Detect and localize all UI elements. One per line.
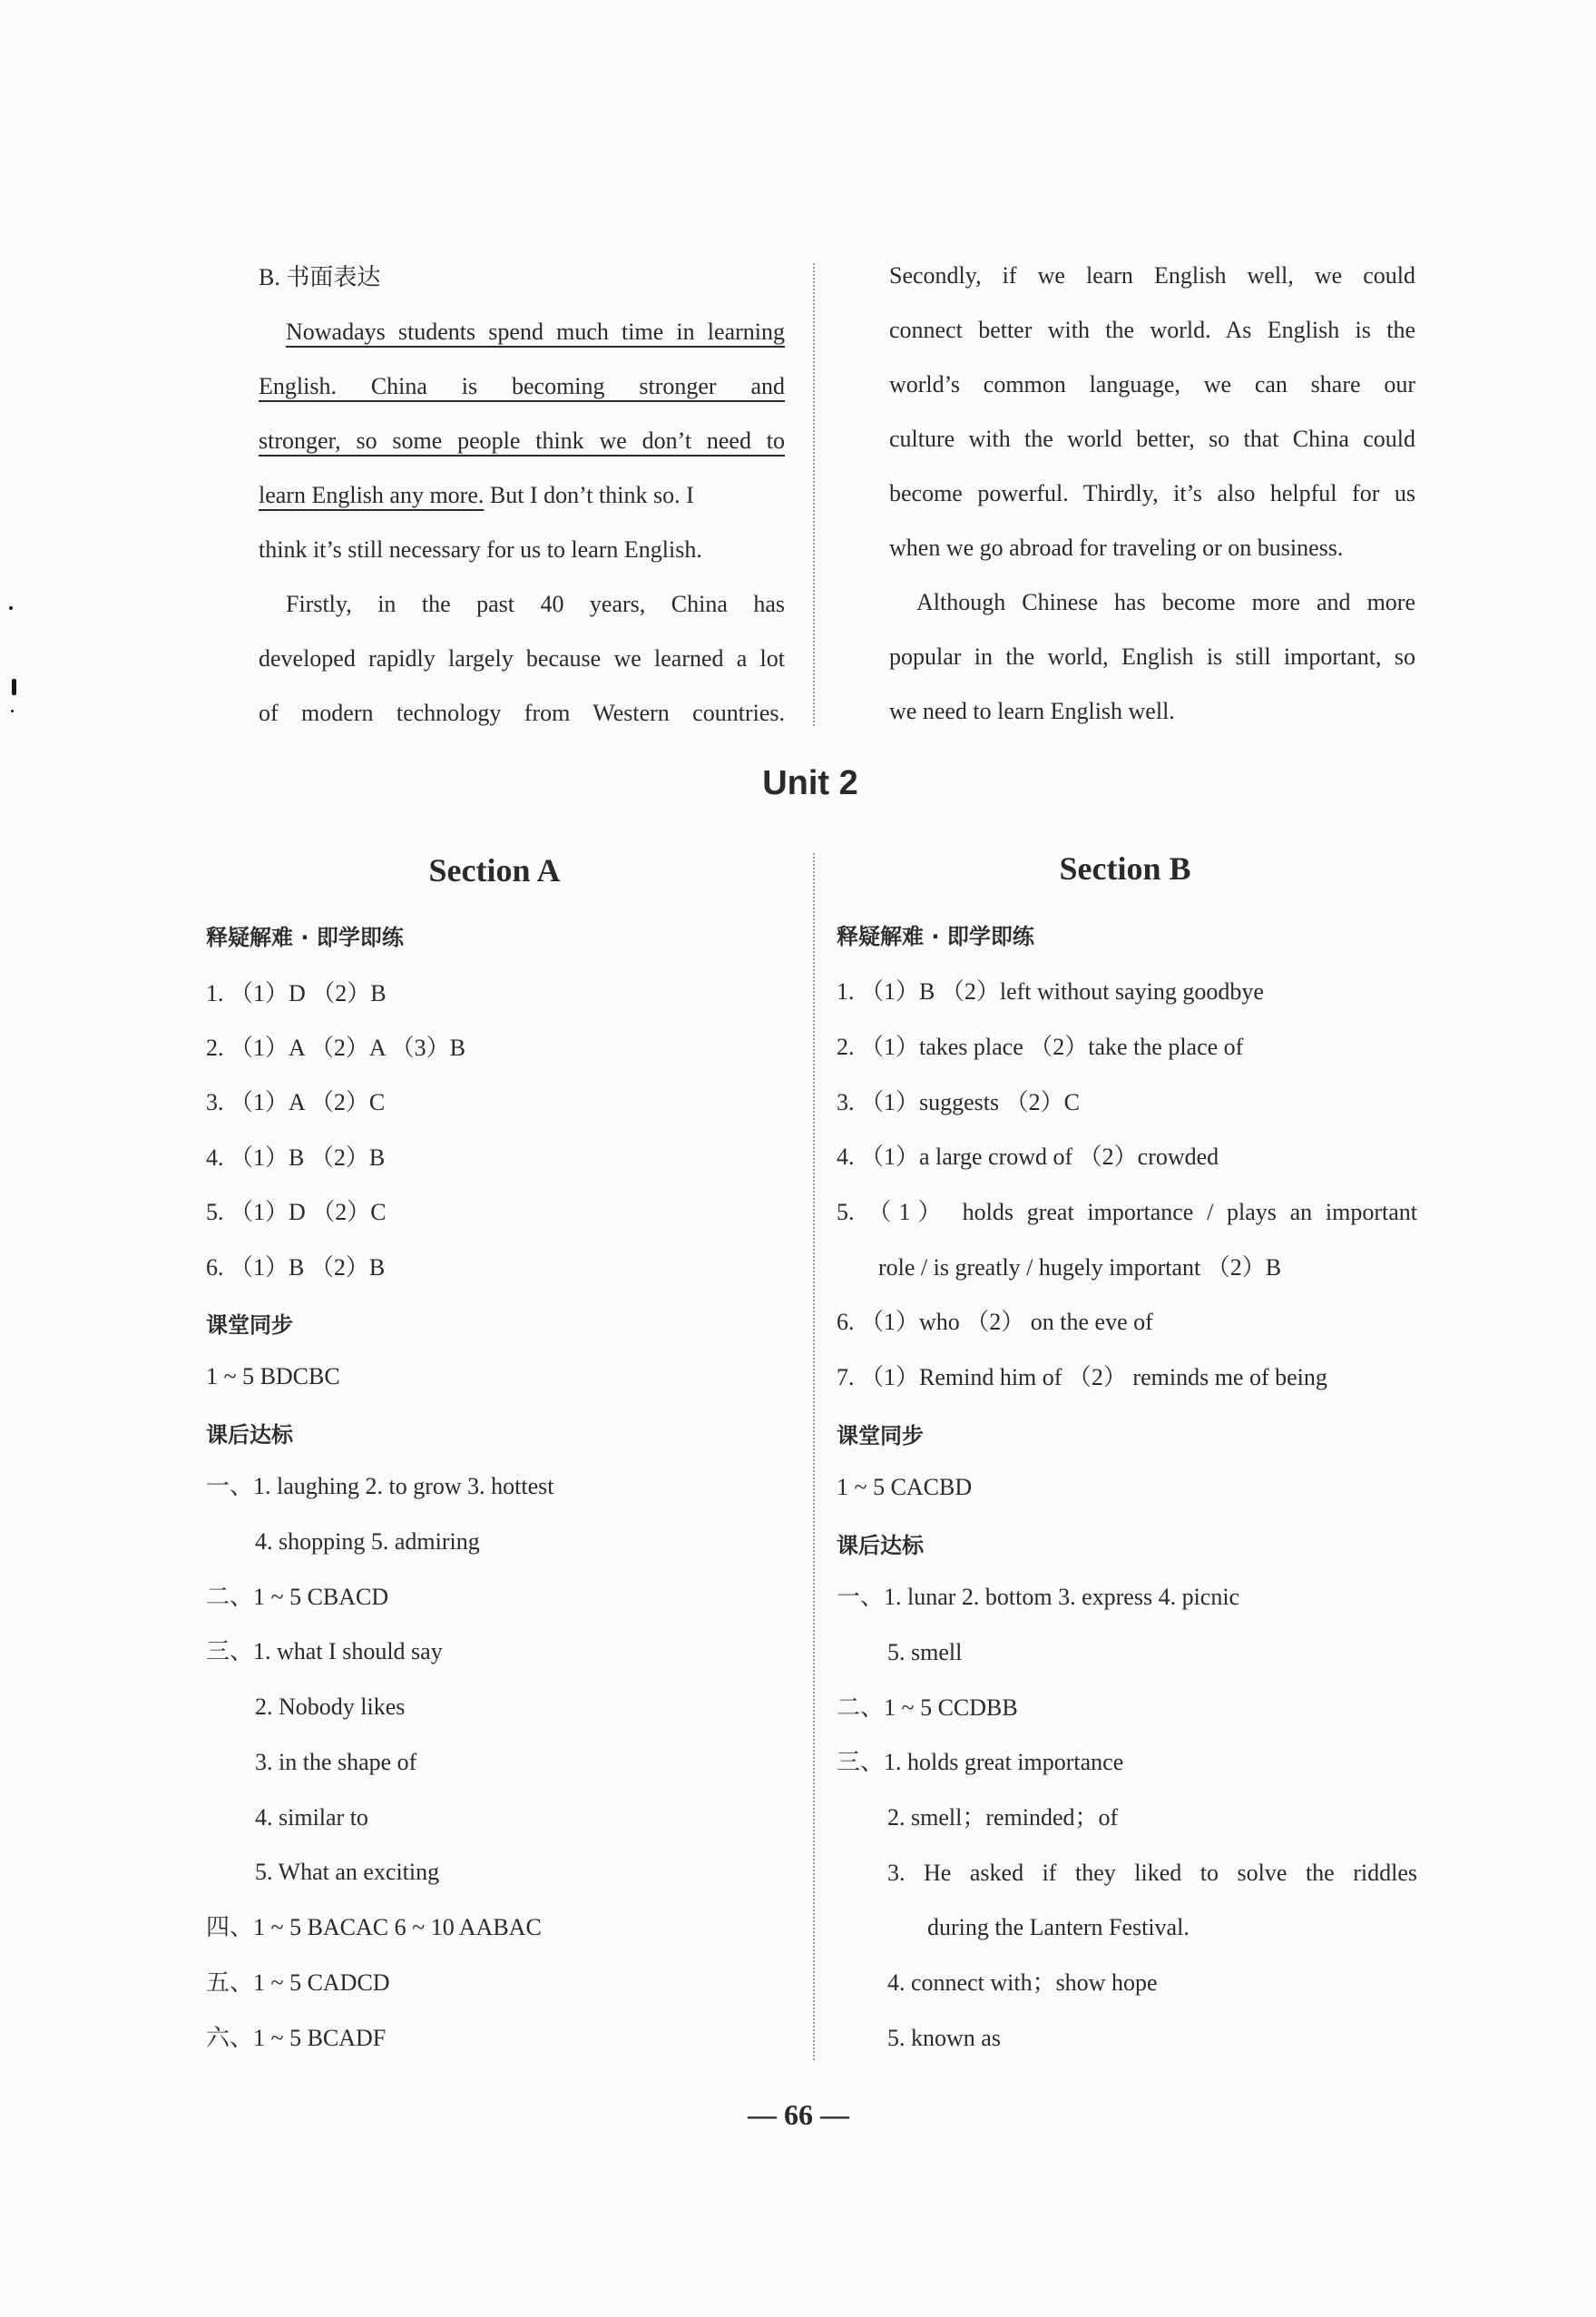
answer-line: 二、1 ~ 5 CBACD bbox=[206, 1584, 389, 1610]
answer-line: 2. smell；reminded；of bbox=[887, 1804, 1119, 1831]
answer-line: 六、1 ~ 5 BCADF bbox=[206, 2025, 387, 2051]
essay-line: learn English any more. But I don’t think so. I bbox=[259, 482, 694, 508]
answer-line: 5. What an exciting bbox=[255, 1859, 440, 1885]
answer-line: 1. （1）D （2）B bbox=[206, 980, 387, 1006]
essay-line: connect better with the world. As English is the bbox=[889, 317, 1415, 343]
answer-line: 5. （1） holds great importance / plays an important bbox=[837, 1199, 1417, 1225]
page-number: — 66 — bbox=[748, 2098, 849, 2131]
answer-line: 3. He asked if they liked to solve the riddles bbox=[887, 1860, 1417, 1886]
answer-line: 4. （1）B （2）B bbox=[206, 1144, 386, 1171]
section-a-heading: 课后达标 bbox=[206, 1422, 293, 1448]
scan-mark bbox=[11, 710, 14, 712]
answer-line: 一、1. laughing 2. to grow 3. hottest bbox=[206, 1473, 554, 1499]
answer-line: 五、1 ~ 5 CADCD bbox=[206, 1969, 390, 1996]
scan-mark bbox=[9, 606, 13, 610]
answer-line: 6. （1）who （2） on the eve of bbox=[837, 1309, 1153, 1335]
essay-line: English. China is becoming stronger and bbox=[259, 373, 785, 399]
answer-line: 2. （1）takes place （2）take the place of bbox=[837, 1034, 1244, 1060]
section-b-heading: 课堂同步 bbox=[837, 1423, 924, 1448]
answer-line: 1 ~ 5 BDCBC bbox=[206, 1363, 340, 1389]
essay-line: become powerful. Thirdly, it’s also helpful for us bbox=[889, 480, 1415, 506]
essay-line: think it’s still necessary for us to learn English. bbox=[259, 536, 702, 563]
section-a-title: Section A bbox=[428, 852, 561, 889]
essay-line: Although Chinese has become more and more bbox=[916, 589, 1415, 615]
column-divider bbox=[813, 263, 815, 726]
answer-line: 1 ~ 5 CACBD bbox=[837, 1474, 973, 1500]
answer-line: 4. connect with；show hope bbox=[887, 1969, 1158, 1996]
answer-line: 三、1. what I should say bbox=[206, 1638, 443, 1664]
answer-line: 5. smell bbox=[887, 1639, 963, 1665]
unit-title: Unit 2 bbox=[762, 764, 858, 802]
answer-line: 6. （1）B （2）B bbox=[206, 1254, 386, 1281]
answer-line: 三、1. holds great importance bbox=[837, 1749, 1124, 1775]
answer-line: 3. in the shape of bbox=[255, 1749, 417, 1775]
answer-line: 5. （1）D （2）C bbox=[206, 1199, 387, 1225]
essay-line: of modern technology from Western countries. bbox=[259, 700, 785, 726]
essay-line: developed rapidly largely because we learned a lot bbox=[259, 645, 785, 672]
section-a-heading: 课堂同步 bbox=[206, 1312, 293, 1338]
essay-line: stronger, so some people think we don’t need to bbox=[259, 427, 785, 454]
answer-line: 二、1 ~ 5 CCDBB bbox=[837, 1694, 1018, 1721]
section-b-heading: 释疑解难 · 即学即练 bbox=[837, 924, 1034, 949]
essay-line: world’s common language, we can share our bbox=[889, 371, 1415, 398]
section-b-heading: 课后达标 bbox=[837, 1533, 924, 1558]
answer-line: 一、1. lunar 2. bottom 3. express 4. picnic bbox=[837, 1584, 1240, 1610]
essay-line: Firstly, in the past 40 years, China has bbox=[286, 591, 785, 617]
scan-mark bbox=[12, 679, 16, 695]
essay-label: B. 书面表达 bbox=[259, 264, 381, 290]
answer-line: 1. （1）B （2）left without saying goodbye bbox=[837, 978, 1264, 1005]
section-b-title: Section B bbox=[1059, 850, 1191, 887]
answer-line: role / is greatly / hugely important （2）B bbox=[878, 1254, 1282, 1281]
column-divider bbox=[813, 853, 815, 2060]
essay-line: when we go abroad for traveling or on business. bbox=[889, 535, 1344, 561]
essay-line: culture with the world better, so that China could bbox=[889, 426, 1415, 452]
essay-line: Secondly, if we learn English well, we could bbox=[889, 262, 1415, 289]
section-a-heading: 释疑解难 · 即学即练 bbox=[206, 925, 404, 950]
essay-line: Nowadays students spend much time in learning bbox=[286, 319, 785, 345]
answer-line: 4. similar to bbox=[255, 1804, 368, 1831]
answer-line: 2. Nobody likes bbox=[255, 1694, 406, 1720]
answer-line: 3. （1）A （2）C bbox=[206, 1089, 386, 1115]
answer-line: 7. （1）Remind him of （2） reminds me of being bbox=[837, 1364, 1327, 1390]
answer-line: 5. known as bbox=[887, 2025, 1001, 2051]
answer-line: 4. （1）a large crowd of （2）crowded bbox=[837, 1144, 1219, 1170]
answer-line: 四、1 ~ 5 BACAC 6 ~ 10 AABAC bbox=[206, 1914, 542, 1940]
answer-line: during the Lantern Festival. bbox=[927, 1914, 1190, 1940]
answer-line: 4. shopping 5. admiring bbox=[255, 1528, 480, 1555]
essay-line: popular in the world, English is still important, so bbox=[889, 643, 1415, 670]
essay-line: we need to learn English well. bbox=[889, 698, 1175, 724]
answer-line: 3. （1）suggests （2）C bbox=[837, 1089, 1080, 1115]
answer-line: 2. （1）A （2）A （3）B bbox=[206, 1035, 466, 1061]
